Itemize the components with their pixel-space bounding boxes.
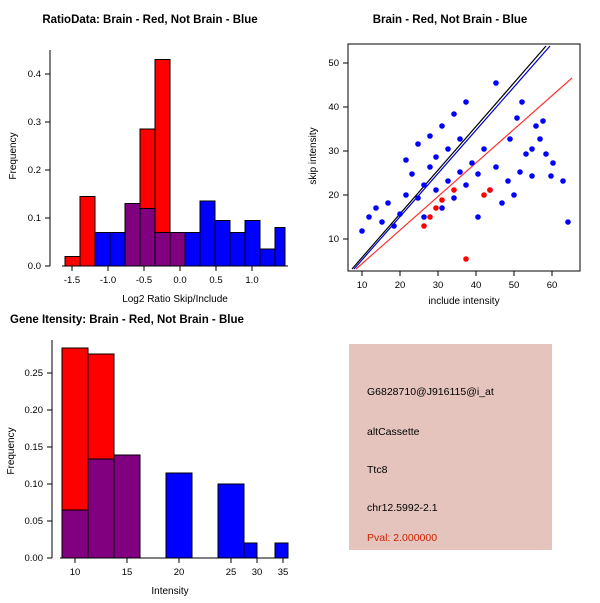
scatter-xtick-2: 30: [432, 280, 444, 291]
scatter-reference-lines: [352, 46, 572, 269]
ratio-histogram-panel: [0, 8, 300, 308]
scatter-panel: [300, 8, 600, 308]
ratio-xtick-5: 1.0: [245, 275, 259, 286]
gene-x-ticks: [70, 558, 289, 578]
locus-text: chr12.5992-2.1: [367, 502, 438, 514]
ratio-ytick-2: 0.2: [27, 165, 41, 176]
probe-id-text: G6828710@J916115@i_at: [367, 386, 494, 398]
scatter-xtick-0: 10: [356, 280, 368, 291]
ratio-y-axis-label: Frequency: [8, 132, 19, 180]
scatter-ytick-3: 40: [328, 102, 339, 113]
ratio-ytick-3: 0.3: [27, 117, 41, 128]
ratio-ytick-4: 0.4: [27, 69, 41, 80]
gene-intensity-title: Gene Itensity: Brain - Red, Not Brain - Blue: [10, 314, 244, 326]
annotation-info-panel: [349, 344, 552, 550]
scatter-xtick-5: 60: [546, 280, 558, 291]
ratio-histogram-title: RatioData: Brain - Red, Not Brain - Blue: [42, 14, 258, 26]
gene-xtick-4: 30: [251, 567, 263, 578]
ratio-xtick-3: 0.0: [173, 275, 187, 286]
gene-ytick-3: 0.15: [24, 442, 43, 453]
ratio-x-axis-label: Log2 Ratio Skip/Include: [122, 294, 228, 305]
gene-ytick-1: 0.05: [24, 516, 43, 527]
scatter-title: Brain - Red, Not Brain - Blue: [372, 14, 528, 26]
gene-intensity-panel: [0, 308, 300, 600]
scatter-ytick-4: 50: [328, 58, 339, 69]
scatter-x-axis-label: include intensity: [428, 296, 500, 306]
gene-xtick-2: 20: [173, 567, 185, 578]
gene-ytick-4: 0.20: [24, 405, 43, 416]
ratio-ytick-1: 0.1: [27, 213, 41, 224]
gene-ytick-5: 0.25: [24, 368, 43, 379]
gene-y-axis-label: Frequency: [6, 427, 17, 475]
ratio-bars-blue-tail: [185, 232, 200, 266]
ratio-xtick-1: -1.0: [99, 275, 117, 286]
scatter-y-axis-label: skip intensity: [308, 127, 319, 185]
ratio-bars-overlap: [125, 204, 185, 266]
scatter-ytick-1: 20: [328, 190, 339, 201]
gene-ytick-2: 0.10: [24, 479, 43, 490]
event-type-text: altCassette: [367, 426, 420, 438]
ratio-x-ticks: [64, 266, 259, 286]
ratio-xtick-2: -0.5: [135, 275, 153, 286]
gene-xtick-1: 15: [121, 567, 133, 578]
gene-xtick-5: 35: [277, 567, 289, 578]
ratio-y-ticks: [28, 69, 50, 272]
pval-text: Pval: 2.000000: [367, 532, 438, 544]
gene-ytick-0: 0.00: [24, 553, 43, 564]
gene-xtick-0: 10: [69, 567, 81, 578]
ratio-xtick-0: -1.5: [63, 275, 81, 286]
scatter-y-ticks: [328, 58, 348, 245]
scatter-ytick-0: 10: [328, 234, 339, 245]
ratio-ytick-0: 0.0: [27, 261, 41, 272]
scatter-xtick-1: 20: [394, 280, 406, 291]
ratio-xtick-4: 0.5: [209, 275, 223, 286]
ratio-histogram-svg: [0, 26, 300, 306]
scatter-points-red: [421, 187, 493, 262]
gene-name-text: Ttc8: [367, 464, 388, 476]
gene-xtick-3: 25: [225, 567, 237, 578]
scatter-x-ticks: [357, 271, 558, 291]
scatter-xtick-4: 50: [508, 280, 520, 291]
scatter-ytick-2: 30: [328, 146, 339, 157]
gene-y-ticks: [25, 368, 53, 564]
scatter-svg: [300, 26, 600, 306]
scatter-xtick-3: 40: [470, 280, 482, 291]
scatter-points-blue: [359, 80, 571, 234]
gene-intensity-svg: [0, 326, 300, 598]
gene-x-axis-label: Intensity: [151, 586, 189, 597]
